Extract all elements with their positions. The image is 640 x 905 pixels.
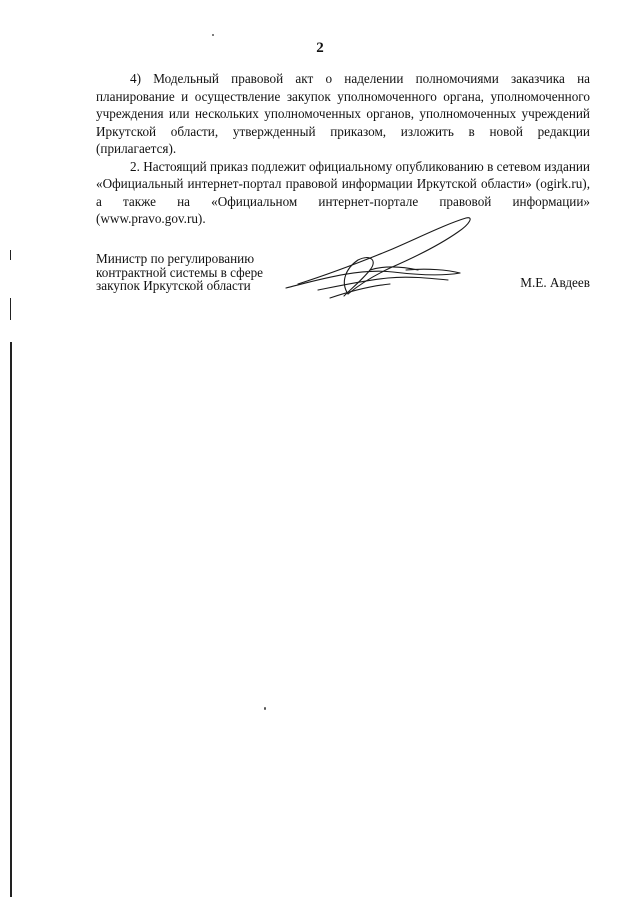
signatory-position: Министр по регулированию контрактной системы в сфере закупок Иркутской области (96, 251, 264, 293)
handwritten-signature (278, 210, 478, 310)
page-number: 2 (316, 40, 324, 56)
paragraph-item-4: 4) Модельный правовой акт о наделении полномочиями заказчика на планирование и осуществление закупок уполномоченного органа, уполномоченного учреждения или нескольких уполномоченных органов, уполномоченных учреждений Иркутской области, утвержденный приказом, изложить в новой редакции (прилагается). (96, 71, 590, 156)
paragraph-point-2: 2. Настоящий приказ подлежит официальному опубликованию в сетевом издании «Официальный интернет-портал правовой информации Иркутской области» (ogirk.ru), а также на «Официальном интернет-портале правовой информации» (www.pravo.gov.ru). (96, 158, 590, 226)
scan-margin-line (10, 342, 12, 897)
document-body (96, 70, 590, 228)
scan-margin-tick (10, 250, 11, 260)
scan-speck (264, 707, 266, 710)
scan-speck (212, 34, 214, 36)
scan-margin-tick (10, 298, 11, 320)
signatory-name: М.Е. Авдеев (520, 275, 590, 290)
